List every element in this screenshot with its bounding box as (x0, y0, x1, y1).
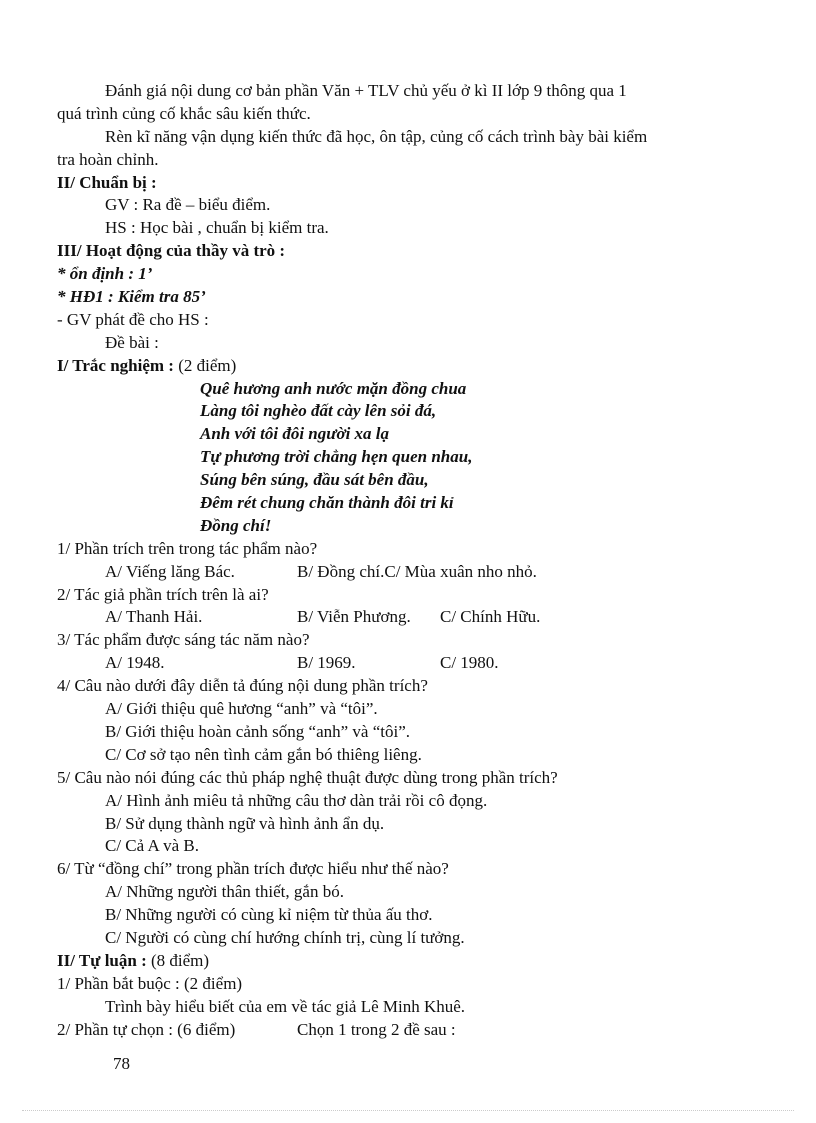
part1-points: (2 điểm) (173, 355, 237, 375)
option-a: A/ Những người thân thiết, gắn bó. (105, 882, 344, 902)
option-b (297, 561, 537, 584)
question-3: 3/ Tác phẩm được sáng tác năm nào? (57, 630, 310, 650)
question-6: 6/ Từ “đồng chí” trong phần trích được hiểu như thế nào? (57, 859, 449, 879)
option-b: B/ Viễn Phương. (297, 607, 411, 627)
option-c: C/ Cơ sở tạo nên tình cảm gắn bó thiêng liêng. (105, 744, 422, 764)
option-a: A/ Giới thiệu quê hương “anh” và “tôi”. (105, 699, 378, 719)
option-a: A/ Thanh Hải. (105, 607, 203, 627)
intro-line: tra hoàn chỉnh. (57, 149, 159, 169)
option-b: B/ Những người có cùng kỉ niệm từ thủa ấu thơ. (105, 905, 433, 925)
question-1-options (57, 561, 717, 584)
option-b: B/ 1969. (297, 653, 356, 673)
poem-line: Đêm rét chung chăn thành đôi tri kỉ (200, 493, 454, 513)
prep-gv: GV : Ra đề – biểu điểm. (105, 195, 271, 215)
part2-title: II/ Tự luận : (57, 950, 147, 970)
prep-heading: II/ Chuẩn bị : (57, 172, 157, 192)
part2-points: (8 điểm) (146, 950, 210, 970)
part1-title: I/ Trắc nghiệm : (57, 355, 174, 375)
intro-line: quá trình củng cố khắc sâu kiến thức. (57, 103, 311, 123)
question-2-options (57, 606, 717, 629)
part2-section-1: 1/ Phần bắt buộc : (2 điểm) (57, 973, 243, 993)
option-c: C/ Cả A và B. (105, 836, 199, 856)
part2-heading (57, 950, 717, 973)
page-number: 78 (113, 1054, 130, 1073)
gv-phat: - GV phát đề cho HS : (57, 309, 209, 329)
on-dinh: * ổn định : 1’ (57, 264, 153, 284)
intro-line: Đánh giá nội dung cơ bản phần Văn + TLV chủ yếu ở kì II lớp 9 thông qua 1 (105, 81, 627, 100)
poem-line: Đồng chí! (200, 515, 272, 535)
prep-hs: HS : Học bài , chuẩn bị kiểm tra. (105, 218, 329, 238)
question-4: 4/ Câu nào dưới đây diễn tả đúng nội dung phần trích? (57, 676, 428, 696)
page-bottom-divider (22, 1110, 794, 1111)
option-c: C/ Người có cùng chí hướng chính trị, cùng lí tưởng. (105, 927, 465, 947)
option-b-text: B/ Đồng chí. (297, 561, 385, 581)
option-c: C/ 1980. (440, 653, 499, 673)
option-b: B/ Giới thiệu hoàn cảnh sống “anh” và “tôi”. (105, 721, 410, 741)
document-body (57, 80, 717, 1041)
option-a: A/ Hình ảnh miêu tả những câu thơ dàn trải rồi cô đọng. (105, 790, 488, 810)
question-1: 1/ Phần trích trên trong tác phẩm nào? (57, 538, 318, 558)
part2-section-2 (57, 1019, 717, 1042)
poem-line: Anh với tôi đôi người xa lạ (200, 424, 390, 444)
part2-section-1-task: Trình bày hiểu biết của em về tác giả Lê Minh Khuê. (105, 996, 466, 1016)
poem-line: Tự phương trời chẳng hẹn quen nhau, (200, 447, 473, 467)
de-bai: Đề bài : (105, 332, 159, 352)
option-a: A/ Viếng lăng Bác. (105, 561, 235, 581)
part2-section-2-title: 2/ Phần tự chọn : (6 điểm) (57, 1019, 236, 1039)
poem-line: Quê hương anh nước mặn đồng chua (200, 378, 467, 398)
part2-section-2-note: Chọn 1 trong 2 đề sau : (297, 1019, 456, 1039)
poem-line: Làng tôi nghèo đất cày lên sỏi đá, (200, 401, 437, 421)
question-2: 2/ Tác giả phần trích trên là ai? (57, 584, 269, 604)
intro-line: Rèn kĩ năng vận dụng kiến thức đã học, ôn tập, củng cố cách trình bày bài kiểm (105, 126, 648, 146)
hd1: * HĐ1 : Kiểm tra 85’ (57, 287, 206, 307)
question-3-options (57, 652, 717, 675)
activity-heading: III/ Hoạt động của thầy và trò : (57, 241, 286, 261)
option-a: A/ 1948. (105, 653, 165, 673)
part1-heading (57, 355, 717, 378)
option-c: C/ Chính Hữu. (440, 607, 541, 627)
option-c: C/ Mùa xuân nho nhỏ. (384, 561, 537, 581)
option-b: B/ Sử dụng thành ngữ và hình ảnh ẩn dụ. (105, 813, 385, 833)
question-5: 5/ Câu nào nói đúng các thủ pháp nghệ thuật được dùng trong phần trích? (57, 767, 558, 787)
poem-line: Súng bên súng, đầu sát bên đầu, (200, 470, 429, 490)
